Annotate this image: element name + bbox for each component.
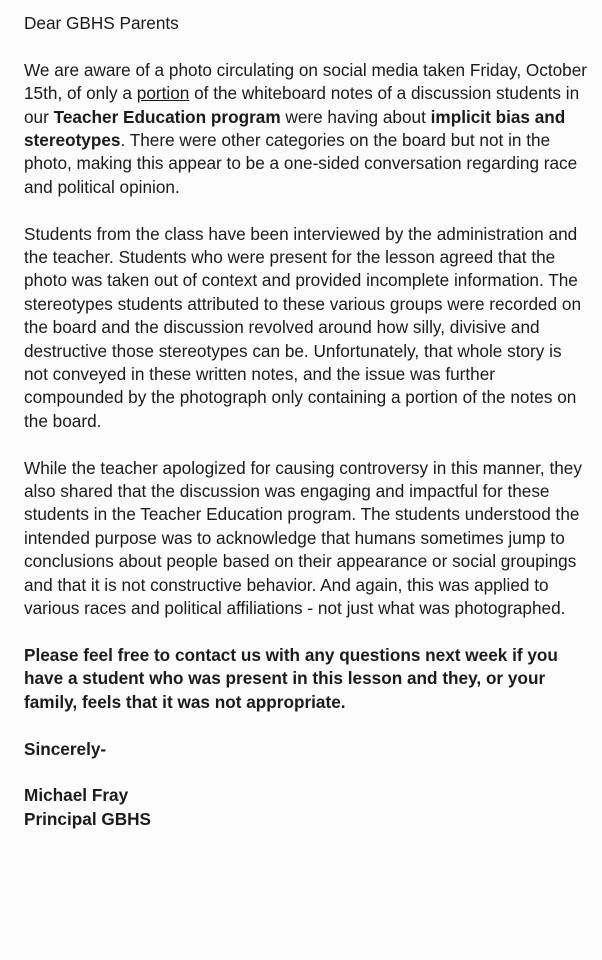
p1-bold-topic: implicit bias and stereotypes bbox=[24, 106, 566, 151]
p1-text-7: . There were other categories on the board but not in the photo, making this appear to be a one-sided conversation regarding race and political opinion. bbox=[24, 130, 578, 197]
paragraph-interviews: Students from the class have been interviewed by the administration and the teacher. Students who were present for the lesson agreed that the photo was taken out of context and provided incomplete information. The stereotypes students attributed to these various groups were recorded on the board and the discussion revolved around how silly, divisive and destructive those stereotypes can be. Unfortunately, that whole story is not conveyed in these written notes, and the issue was further compounded by the photograph only containing a portion of the notes on the board. bbox=[24, 223, 582, 431]
paragraph-photo-context bbox=[24, 59, 588, 199]
p1-text-1: We are aware of a photo circulating on social media taken Friday, October 15th, of only a bbox=[24, 59, 588, 104]
paragraph-teacher-apology: While the teacher apologized for causing controversy in this manner, they also shared that the discussion was engaging and impactful for these students in the Teacher Education program. The students understood the intended purpose was to acknowledge that humans sometimes jump to conclusions about people based on their appearance or social groupings and that it is not constructive behavior. And again, this was applied to various races and political affiliations - not just what was photographed. bbox=[24, 457, 582, 619]
signature-name: Michael Fray bbox=[24, 785, 129, 806]
greeting: Dear GBHS Parents bbox=[24, 13, 179, 33]
signature-title: Principal GBHS bbox=[24, 808, 152, 829]
p1-text-3: of the whiteboard notes of a discussion students in our bbox=[24, 83, 580, 127]
p1-underlined-portion: portion bbox=[136, 83, 190, 104]
p1-bold-program: Teacher Education program bbox=[53, 106, 281, 127]
paragraph-contact: Please feel free to contact us with any questions next week if you have a student who was present in this lesson and they, or your family, feels that it was not appropriate. bbox=[24, 644, 558, 712]
closing: Sincerely- bbox=[24, 738, 107, 759]
p1-text-5: were having about bbox=[280, 106, 431, 127]
